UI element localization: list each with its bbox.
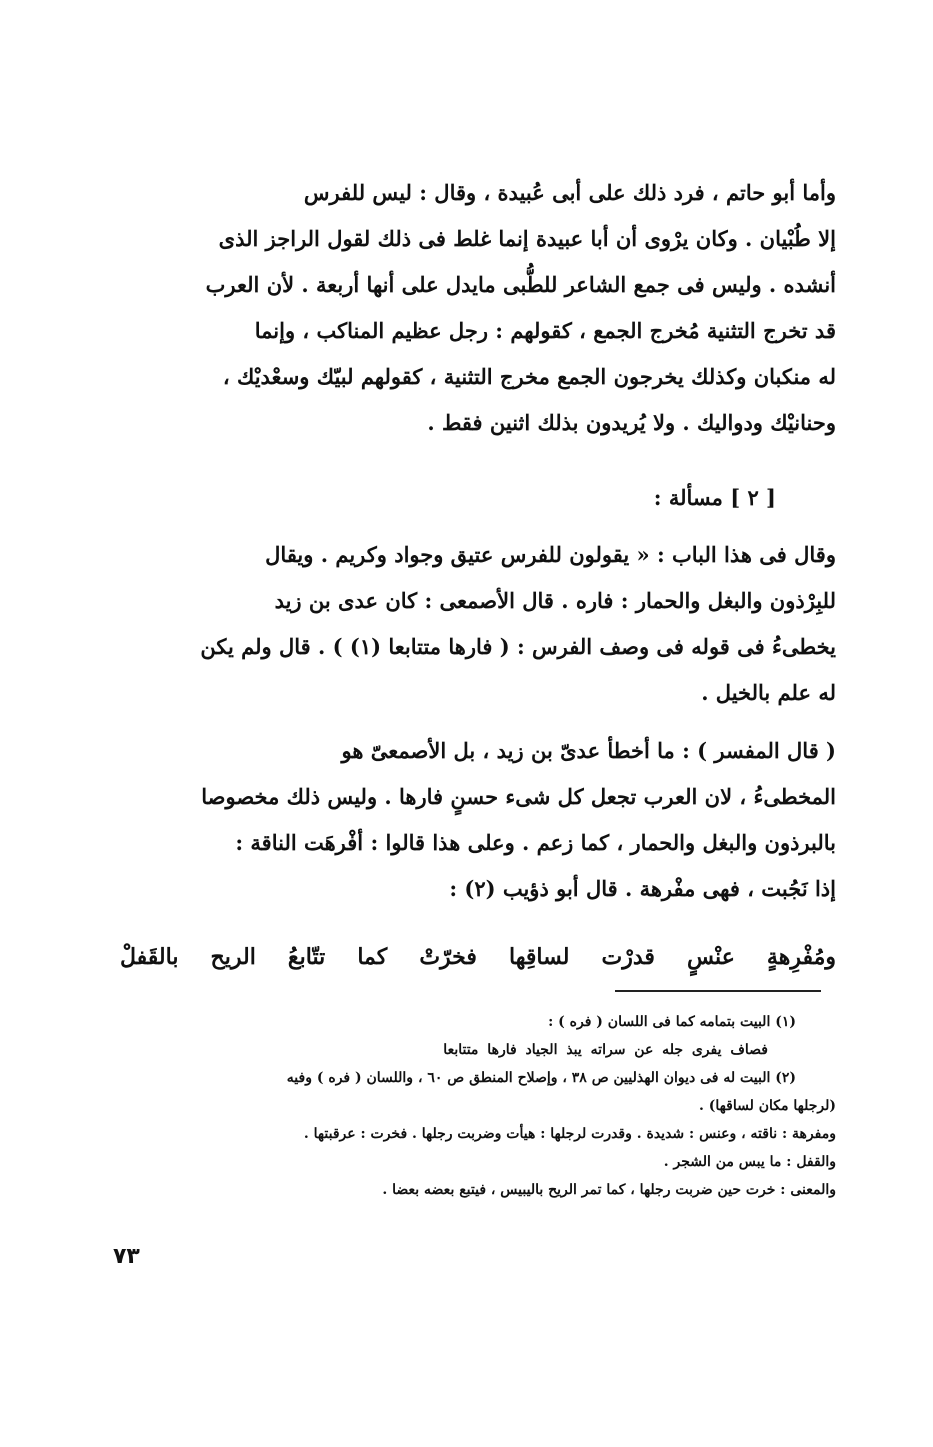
text-line: بالبرذون والبغل والحمار ، كما زعم . وعلى هذا قالوا : أفْرهَت الناقة : [235, 830, 836, 855]
text-line: إذا نَجُبت ، فهى مفْرهة . قال أبو ذؤيب (٢) : [449, 876, 836, 901]
footnote-separator [615, 990, 821, 992]
footnote-line: (٢) البيت له فى ديوان الهذليين ص ٣٨ ، وإصلاح المنطق ص ٦٠ ، واللسان ( فره ) وفيه [286, 1070, 796, 1086]
footnotes [120, 1008, 836, 1204]
section-heading: [ ٢ ] مسألة : [653, 485, 776, 510]
text-line: إلا طُبْيان . وكان يرْوى أن أبا عبيدة إنما غلط فى ذلك لقول الراجز الذى [218, 226, 836, 251]
footnote-line: والمعنى : خرت حين ضربت رجلها ، كما تمر الريح باليبيس ، فيتبع بعضه بعضا . [382, 1182, 836, 1198]
text-line: ( قال المفسر ) : ما أخطأ عدىّ بن زيد ، بل الأصمعىّ هو [341, 738, 836, 763]
paragraph-1 [120, 170, 836, 446]
footnote-line: فصاف يفرى جله عن سراته يبذ الجياد فارها متتابعا [443, 1042, 768, 1058]
footnote-line: (١) البيت بتمامه كما فى اللسان ( فره ) : [548, 1014, 796, 1030]
paragraph-2 [120, 532, 836, 716]
section-heading-wrap [120, 478, 836, 518]
footnote-line: (لرجلها مكان لساقها) . [699, 1098, 836, 1114]
footnote-line: ومفرهة : ناقته ، وعنس : شديدة . وقدرت لرجلها : هيأت وضربت رجلها . فخرت : عرقبتها . [303, 1126, 836, 1142]
poem-verse: ومُفْرِهةٍ عنْسٍ قدرْت لساقِها فخرّتْ كما تتّابعُ الريح بالقَفلْ [120, 944, 836, 970]
text-line: وقال فى هذا الباب : « يقولون للفرس عتيق وجواد وكريم . ويقال [265, 542, 836, 567]
text-line: وحنانيْك ودواليك . ولا يُريدون بذلك اثنين فقط . [427, 410, 836, 435]
page-number: ٧٣ [113, 1244, 140, 1269]
text-line: المخطىءُ ، لان العرب تجعل كل شىء حسنٍ فارها . وليس ذلك مخصوصا [201, 784, 836, 809]
text-line: قد تخرج التثنية مُخرج الجمع ، كقولهم : رجل عظيم المناكب ، وإنما [254, 318, 836, 343]
footnote-line: والقفل : ما يبس من الشجر . [663, 1154, 836, 1170]
text-line: له منكبان وكذلك يخرجون الجمع مخرج التثنية ، كقولهم لبيّك وسعْديْك ، [222, 364, 836, 389]
paragraph-3 [120, 728, 836, 912]
text-line: وأما أبو حاتم ، فرد ذلك على أبى عُبيدة ، وقال : ليس للفرس [303, 180, 836, 205]
text-line: له علم بالخيل . [701, 680, 836, 705]
text-line: أنشده . وليس فى جمع الشاعر للطُّبى مايدل على أنها أربعة . لأن العرب [205, 272, 836, 297]
text-line: للبِرْذون والبغل والحمار : فاره . قال الأصمعى : كان عدى بن زيد [274, 588, 836, 613]
text-line: يخطىءُ فى قوله فى وصف الفرس : ( فارها متتابعا (١) ) . قال ولم يكن [200, 634, 836, 659]
verse-block [120, 935, 836, 979]
